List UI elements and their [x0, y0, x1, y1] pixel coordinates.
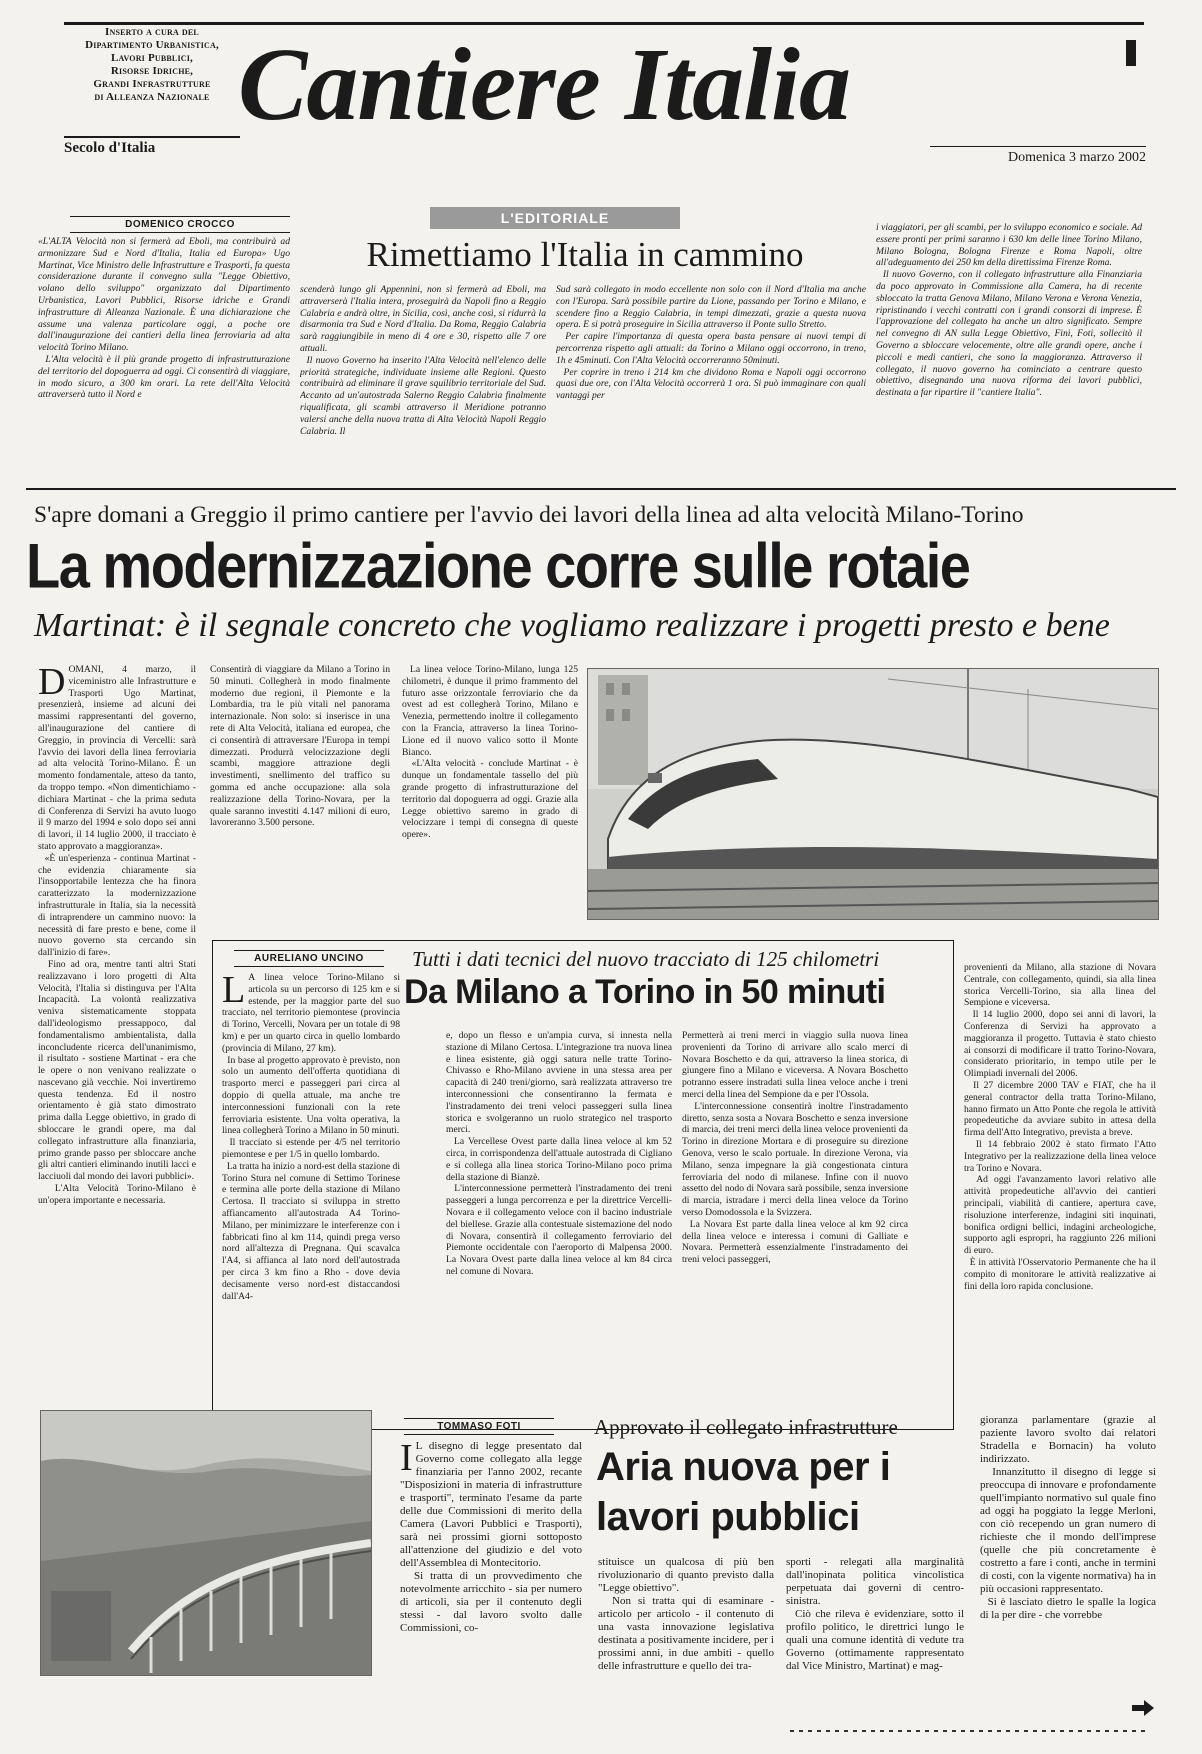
main-col1d-text: L'Alta Velocità Torino-Milano è un'opera importante e necessaria.	[38, 1183, 196, 1206]
byline-rule	[234, 950, 384, 951]
box-col1b-text: In base al progetto approvato è previsto, non solo un aumento dell'offerta quotidiana di trasporto merci e passeggeri pari circa al doppio di quella attuale, ma anche tre interconnessioni funzionali con la rete ferroviaria esistente. Una volta operativa, la linea collegherà Torino a Milano in 50 minuti.	[222, 1054, 400, 1137]
main-headline: La modernizzazione corre sulle rotaie	[26, 530, 970, 601]
editorial-col3-text: Sud sarà collegato in modo eccellente non solo con il Nord d'Italia ma anche con l'Europa. Sarà possibile partire da Lione, passando per Torino e Milano, e scendere fino a Reggio Calabria, in tempi dimezzati, grazie a questa nuova opera. E si potrà proseguire in Sicilia attraverso il Ponte sullo Stretto.	[556, 284, 866, 331]
byline-rule	[404, 1434, 554, 1435]
inserto-line: Dipartimento Urbanistica,	[85, 39, 219, 51]
masthead-title: Cantiere Italia	[238, 27, 850, 142]
box-headline: Da Milano a Torino in 50 minuti	[404, 973, 886, 1011]
box-col4e-text: Ad oggi l'avanzamento lavori relativo alle attività propedeutiche all'avvio dei cantieri principali, viabilità di cantiere, apertura cave, risoluzione interferenze, indagini siti inquinati, bonifica ordigni bellici, indagini archeologiche, supporto agli espropri, ha raggiunto 226 milioni di euro.	[964, 1174, 1156, 1257]
main-col3b-text: «L'Alta velocità - conclude Martinat - è dunque un fondamentale tassello del più grande progetto di infrastrutturazione del territorio dal dopoguerra ad oggi. Grazie alla Legge obiettivo saremo in grado di velocizzare i tempi di consegna di queste opere».	[402, 758, 578, 841]
dateline: Domenica 3 marzo 2002	[1007, 150, 1146, 165]
main-column-1	[38, 664, 196, 1380]
bottom-author: TOMMASO FOTI	[437, 1421, 521, 1432]
viaduct-photo	[40, 1410, 372, 1676]
editorial-column-3	[556, 284, 866, 460]
bottom-kicker: Approvato il collegato infrastrutture	[594, 1415, 898, 1439]
main-col3-text: La linea veloce Torino-Milano, lunga 125 chilometri, è dunque il primo frammento del futuro asse orizzontale ferroviario che da ovest ad est collegherà Torino, Milano e Venezia, permettendo inoltre il collegamento con la Francia, attraverso la linea Torino-Lione ed il nuovo valico sotto il Monte Bianco.	[402, 664, 578, 758]
box-column-1	[222, 972, 400, 1420]
inserto-line: Inserto a cura del	[105, 26, 199, 38]
continue-arrow-icon	[1132, 1700, 1154, 1716]
bottom-headline: Aria nuova per i lavori pubblici	[596, 1445, 891, 1539]
box-col1c-text: Il tracciato si estende per 4/5 nel territorio piemontese e per 1/5 in quello lombardo.	[222, 1137, 400, 1160]
bottom-col2b-text: Non si tratta qui di esaminare - articolo per articolo - il contenuto di una vasta innovazione legislativa destinata a positivamente incidere, per i prossimi anni, in due ambiti - quello delle infrastrutture e quello dei tra-	[598, 1595, 774, 1672]
box-author: AURELIANO UNCINO	[254, 953, 364, 964]
box-col3b-text: L'interconnessione consentirà inoltre l'instradamento diretto, senza sosta a Novara Boschetto e senza inversione di marcia, dei treni merci della linea veloce provenienti da Torino in direzione Mortara e di proseguire su direzione Genova, verso le scalo portuale. In direzione Verona, via Milano, senza impegnare la già congestionata cintura ferroviaria del nodo di milanese. Infine con il nuovo assetto del nodo di Novara sarà possibile, senza inversione di marcia, istradare i merci della linea veloce da Torino verso Domodossola e la Svizzera.	[682, 1100, 908, 1218]
bottom-col1b-text: Si tratta di un provvedimento che notevolmente arricchito - sia per numero di articoli, sia per il contenuto degli stessi - dal lavoro svolto dalle Commissioni, co-	[400, 1570, 582, 1634]
editorial-col1b-text: L'Alta velocità è il più grande progetto di infrastrutturazione del territorio del dopoguerra ad oggi. Ci consentirà di viaggiare, in modo sicuro, a 300 km orari. La rete dell'Alta Velocità attraverserà tutto il Nord e	[38, 353, 290, 401]
box-kicker: Tutti i dati tecnici del nuovo tracciato di 125 chilometri	[412, 947, 880, 971]
bottom-col4c-text: Si è lasciato dietro le spalle la logica di la per dire - che vorrebbe	[980, 1596, 1156, 1621]
editorial-col4b-text: Il nuovo Governo, con il collegato infrastrutture alla Finanziaria da poco approvato in Commissione alla Camera, ha di recente sbloccato la tratta Genova Milano, Milano Verona e Verona Venezia, ripristinando i vecchi contratti con i grandi consorzi di imprese. È l'approvazione del collegato ha anche un altro significato. Sempre nel convegno di AN sulla Legge Obiettivo, Fini, Foti, sollecitò il Governo a sbloccare velocemente, oltre alle grandi opere, anche i piccoli e medi cantieri, che sono la maggioranza. Attraverso il collegato, il nuovo governo ha cominciato a centrare questo obiettivo, disegnando una nuova riforma dei lavori pubblici, destinata a far ripartire il "cantiere Italia".	[876, 269, 1142, 399]
inserto-line: Grandi Infrastrutture	[93, 78, 211, 90]
main-column-3	[402, 664, 578, 920]
main-kicker: S'apre domani a Greggio il primo cantiere per l'avvio dei lavori della linea ad alta velocità Milano-Torino	[34, 502, 1024, 528]
dropcap: D	[38, 664, 66, 703]
box-col1-text: A linea veloce Torino-Milano si articola su un percorso di 125 km e si estende, per la maggior parte del suo tracciato, nel territorio piemontese (provincia di Torino, Vercelli, Novara per un totale di 98 km) e per un quarto circa in quello lombardo (provincia di Milano, 27 km).	[222, 972, 400, 1054]
editorial-author: DOMENICO CROCCO	[125, 219, 235, 230]
bottom-col1-text: L disegno di legge presentato dal Governo come collegato alla legge finanziaria per l'anno 2002, recante "Disposizioni in materia di infrastrutture e trasporti", terminato l'esame da parte delle due Commissioni di merito della Camera (Lavori Pubblici e Trasporti), sarà nei prossimi giorni sottoposto all'attenzione del giudizio e del voto dell'Assemblea di Montecitorio.	[400, 1440, 582, 1569]
box-col1d-text: La tratta ha inizio a nord-est della stazione di Torino Stura nel comune di Settimo Torinese e termina alle porte della stazione di Milano Certosa. Il tracciato si sviluppa in stretto affiancamento all'autostrada A4 Torino-Milano, per minimizzare le interferenze con i fabbricati fino al km 114, quindi prega verso nord all'altezza di Pregnana. Qui scavalca l'A4, si affianca al lato nord dell'autostrada per circa 3 km fino a Rho - dove devia decisamente verso nord-est distaccandosi dall'A4-	[222, 1160, 400, 1302]
box-col4f-text: È in attività l'Osservatorio Permanente che ha il compito di monitorare le attività realizzative ai fini della loro rapida conclusione.	[964, 1256, 1156, 1292]
editorial-col3c-text: Per coprire in treno i 214 km che dividono Roma e Napoli oggi occorrono quasi due ore, con l'Alta Velocità occorrerà 1 ora. Si può immaginare con quali vantaggi per	[556, 366, 866, 402]
byline-rule	[234, 966, 384, 967]
box-col4-text: provenienti da Milano, alla stazione di Novara Centrale, con collegamento, quindi, sia alla linea storica Vercelli-Torino, sia alla linea del Sempione e viceversa.	[964, 962, 1156, 1009]
bottom-col4-text: gioranza parlamentare (grazie al paziente lavoro svolto dai relatori Stradella e Bornacin) ha voluto indirizzato.	[980, 1414, 1156, 1465]
main-col2-text: Consentirà di viaggiare da Milano a Torino in 50 minuti. Collegherà in modo finalmente moderno due regioni, il Piemonte e la Lombardia, tra le più vitali nel panorama internazionale. Non solo: si inserisce in una rete di Alta Velocità, italiana ed europea, che ci consentirà di attraversare l'Europa in tempi dimezzati. Produrrà velocizzazione degli scambi, maggiore attrazione degli investimenti, snellimento del traffico su gomma ed anche occupazione: alla sola realizzazione della Torino-Novara, per la quale saranno investiti 4.147 milioni di euro, lavoreranno 3.500 persone.	[210, 664, 390, 829]
main-deck: Martinat: è il segnale concreto che vogliamo realizzare i progetti presto e bene	[34, 607, 1110, 644]
byline-rule	[70, 216, 290, 217]
masthead-inserto	[64, 26, 240, 104]
main-col1c-text: Fino ad ora, mentre tanti altri Stati realizzavano i loro progetti di Alta Velocità, l'Italia si distinguva per l'Alta Incapacità. La volontà realizzativa veniva sistematicamente stoppata dall'ideologismo pressappoco, dal fondamentalismo ambientalista, dalla inconcludente ricerca dell'unanimismo, il risultato - sostiene Martinat - era che le opere o non venivano realizzate o nascevano già vecchie. Noi invertiremo questa tendenza. Ed il nostro orientamento è già stato dimostrato prima dalla Legge obiettivo, in grado di sbloccare le grandi opere, ma dal collegato infrastrutture alla finanziaria, primo grande passo per sbloccare anche gli altri cantieri eliminando inutili lacci e lacciuoli dal mondo dei lavori pubblici».	[38, 958, 196, 1183]
dropcap: I	[400, 1440, 413, 1479]
box-col3c-text: La Novara Est parte dalla linea veloce al km 92 circa della linea veloce e interessa i comuni di Galliate e Novara. Permetterà essenzialmente l'instradamento dei treni veloci passeggeri,	[682, 1218, 908, 1266]
editorial-col3b-text: Per capire l'importanza di questa opera basta pensare ai nuovi tempi di percorrenza rispetto agli attuali: da Torino a Milano oggi occorrono, in treno, 1h e 45minuti. Con l'Alta Velocità occorreranno 50minuti.	[556, 331, 866, 366]
editorial-col4-text: i viaggiatori, per gli scambi, per lo sviluppo economico e sociale. Ad essere pronti per primi saranno i 630 km delle linee Torino Milano, Milano Bologna, Bologna Firenze e Roma Napoli, oltre all'adeguamento dei 250 km della direttissima Firenze Roma.	[876, 222, 1142, 269]
folio-mark	[1126, 40, 1136, 66]
byline-rule	[70, 232, 290, 233]
bottom-col4b-text: Innanzitutto il disegno di legge si preoccupa di innovare e profondamente quell'impianto normativo sul quale fino ad oggi ha poggiato la legge Merloni, con ciò recependo un gran numero di richieste che il mondo dell'imprese (quelle che più concretamente è costretto a fare i conti, anche in termini di costi, con la vigente normativa) ha in più occasioni rappresentato.	[980, 1466, 1156, 1595]
inserto-line: di Alleanza Nazionale	[94, 91, 210, 103]
main-column-2	[210, 664, 390, 920]
bottom-column-1	[400, 1440, 582, 1692]
editorial-col2-text: scenderà lungo gli Appennini, non si fermerà ad Eboli, ma attraverserà l'Italia intera, proseguirà da Napoli fino a Reggio Calabria e andrà oltre, in Sicilia, così, anche così, si ridurrà la disarmonia tra Sud e Nord d'Italia. Da Roma, Reggio Calabria sarà raggiungibile in meno di 4 ore e 30, rispetto alle 7 ore attuali.	[300, 284, 546, 354]
bottom-column-3	[786, 1556, 964, 1692]
main-col1-text: OMANI, 4 marzo, il viceministro alle Infrastrutture e Trasporti Ugo Martinat, presenzierà, insieme ad alcuni dei massimi rappresentanti del governo, all'inaugurazione del cantiere di Greggio, in provincia di Vercelli: sarà l'avvio dei lavori della linea ferroviaria ad alta velocità Torino-Milano. È un momento fondamentale, atteso da tanto, da troppo tempo. «Non dimentichiamo - dichiara Martinat - che la prima seduta di Conferenza di Servizi ha avuto luogo il 9 marzo del 1994 e solo dopo sei anni di lavori, il 14 luglio 2000, il tracciato è stato approvato a maggioranza».	[38, 664, 196, 852]
main-col1b-text: «È un'esperienza - continua Martinat - che evidenzia chiaramente sia l'insopportabile lentezza che ha finora caratterizzato la modernizzazione infrastrutturale in Italia, sia la necessità di intraprendere un cammino nuovo: la necessità di fare presto e bene, come il nuovo governo sta cercando sin dall'inizio di fare».	[38, 852, 196, 959]
train-photo	[587, 668, 1159, 920]
box-col4b-text: Il 14 luglio 2000, dopo sei anni di lavori, la Conferenza di Servizi ha approvato a maggioranza il progetto. Tuttavia è stato chiesto ai consorzi di modificare il tratto Torino-Novara, considerato prioritario, in tempo utile per le Olimpiadi invernali del 2006.	[964, 1009, 1156, 1080]
bottom-col3b-text: Ciò che rileva è evidenziare, sotto il profilo politico, le direttrici lungo le quali una comune identità di vedute tra Governo (ottimamente rappresentato dal Vice Ministro, Martinat) e mag-	[786, 1608, 964, 1672]
box-col2c-text: L'interconnessione permetterà l'instradamento dei treni passeggeri a lunga percorrenza e per la direttrice Vercelli-Novara e il collegamento veloce con il bacino industriale del biellese. Grazie alla contestuale sistemazione del nodo di Novara, consentirà il collegamento ferroviario del Piemonte occidentale con l'aeroporto di Malpensa 2000. La Novara Ovest parte dalla linea veloce al km 84 circa nel comune di Novara.	[446, 1183, 672, 1277]
editorial-column-1	[38, 236, 290, 460]
bottom-col2-text: stituisce un qualcosa di più ben rivoluzionario di quanto previsto dalla "Legge obiettivo".	[598, 1556, 774, 1594]
box-col3-text: Permetterà ai treni merci in viaggio sulla nuova linea provenienti da Torino di arrivare allo scalo merci di Novara Boschetto e da qui, attraverso la linea storica, di giungere fino a Milano e viceversa. A Novara Boschetto potranno essere instradati sulla linea veloce anche i treni merci della linea del Sempione da e per l'Ossola.	[682, 1030, 908, 1100]
box-col4c-text: Il 27 dicembre 2000 TAV e FIAT, che ha il general contractor della tratta Torino-Milano, hanno firmato un Atto Ponte che regola le attività propedeutiche da avviare subito in attesa della firma dell'Atto Integrativo, prevista a breve.	[964, 1079, 1156, 1139]
editorial-column-4	[876, 222, 1142, 460]
dropcap: L	[222, 972, 246, 1011]
box-column-2	[446, 1030, 672, 1420]
box-col2b-text: La Vercellese Ovest parte dalla linea veloce al km 52 circa, in corrispondenza dell'attuale autostrada di Cigliano e si collega alla linea storica Torino-Milano poco prima della stazione di Bianzè.	[446, 1136, 672, 1183]
editorial-kicker: L'EDITORIALE	[430, 207, 680, 229]
byline-rule	[404, 1418, 554, 1419]
editorial-col2b-text: Il nuovo Governo ha inserito l'Alta Velocità nell'elenco delle priorità strategiche, individuate insieme alle Regioni. Questo contribuirà ad eliminare il grave squilibrio territoriale del Sud. Accanto ad un'autostrada Salerno Reggio Calabria finalmente riqualificata, gli scambi attraverso il Meridione potranno valersi anche della nuova tratta di Alta Velocità Napoli Reggio Calabria. Il	[300, 354, 546, 437]
newspaper-brand: Secolo d'Italia	[64, 140, 156, 156]
bottom-col3-text: sporti - relegati alla marginalità dall'inopinata politica vincolistica perpetuata dai governi di centro-sinistra.	[786, 1556, 964, 1607]
editorial-col1-text: «L'ALTA Velocità non si fermerà ad Eboli, ma contribuirà ad armonizzare Sud e Nord d'Italia, Italia ed Europa» Ugo Martinat, Vice Ministro delle Infrastrutture e Trasporti, fa questa considerazione durante il convegno sulla "Legge Obiettivo, volano dello sviluppo" organizzato dal Dipartimento Urbanistica, Lavori Pubblici, Risorse idriche e Grandi infrastrutture di Alleanza Nazionale. È una dichiarazione che assume una valenza particolare oggi, a poche ore dall'inaugurazione dei cantieri della linea ferroviaria ad alta velocità Torino Milano.	[38, 236, 290, 354]
box-column-3	[682, 1030, 908, 1420]
page-bottom-mark	[790, 1730, 1150, 1732]
editorial-title: Rimettiamo l'Italia in cammino	[366, 235, 804, 274]
brand-rule	[64, 136, 240, 138]
editorial-column-2	[300, 284, 546, 460]
section-rule	[26, 488, 1176, 490]
side-column	[964, 962, 1156, 1402]
bottom-column-2	[598, 1556, 774, 1692]
date-rule	[930, 146, 1146, 147]
box-col4d-text: Il 14 febbraio 2002 è stato firmato l'Atto Integrativo per la realizzazione della linea veloce tra Torino e Novara.	[964, 1138, 1156, 1174]
box-col2-text: e, dopo un flesso e un'ampia curva, si innesta nella stazione di Milano Certosa. L'integrazione tra nuova linea e linea esistente, già oggi satura nelle tratte Torino-Chivasso e Rho-Milano avviene in una stessa area per capacità di 240 treni/giorno, sarà realizzata attraverso tre interconnessioni che consentiranno la fermata e l'instradamento dei treni veloci passeggeri sulla linea storica e svolgeranno un ruolo strategico nel trasporto merci.	[446, 1030, 672, 1136]
inserto-line: Risorse Idriche,	[110, 65, 194, 77]
inserto-line: Lavori Pubblici,	[110, 52, 194, 64]
bottom-column-4	[980, 1414, 1156, 1694]
